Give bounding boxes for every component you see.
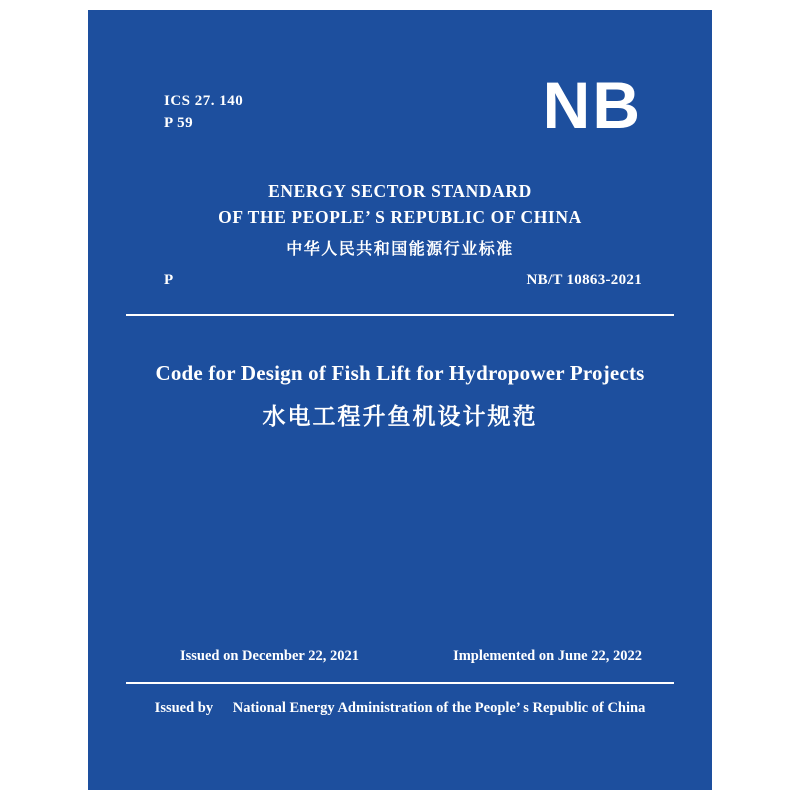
nb-logo: NB: [542, 68, 642, 142]
category-code: P: [164, 272, 174, 288]
issuer-organization: National Energy Administration of the People’ s Republic of China: [232, 700, 646, 716]
ics-number: ICS 27. 140: [164, 93, 244, 109]
title-chinese: 水电工程升鱼机设计规范: [262, 404, 538, 430]
divider-bottom: [126, 682, 674, 684]
ics-classification-block: [164, 90, 243, 134]
title-block: [88, 358, 712, 434]
designation-row: [88, 272, 712, 296]
standard-number: NB/T 10863-2021: [526, 272, 642, 288]
standard-authority-block: [88, 178, 712, 264]
standard-line-chinese: 中华人民共和国能源行业标准: [286, 239, 514, 258]
standard-line-2: OF THE PEOPLE’ S REPUBLIC OF CHINA: [218, 207, 582, 227]
issuer-label: Issued by: [154, 700, 214, 716]
dates-row: [88, 648, 712, 670]
issue-date: Issued on December 22, 2021: [180, 648, 359, 664]
standard-cover: [88, 10, 712, 790]
divider-top: [126, 314, 674, 316]
classification-code: P 59: [164, 115, 194, 131]
implementation-date: Implemented on June 22, 2022: [453, 648, 642, 664]
issuer-row: [88, 700, 712, 717]
standard-line-1: ENERGY SECTOR STANDARD: [268, 181, 532, 201]
title-english: Code for Design of Fish Lift for Hydropower Projects: [155, 361, 645, 385]
cover-header: [88, 68, 712, 172]
